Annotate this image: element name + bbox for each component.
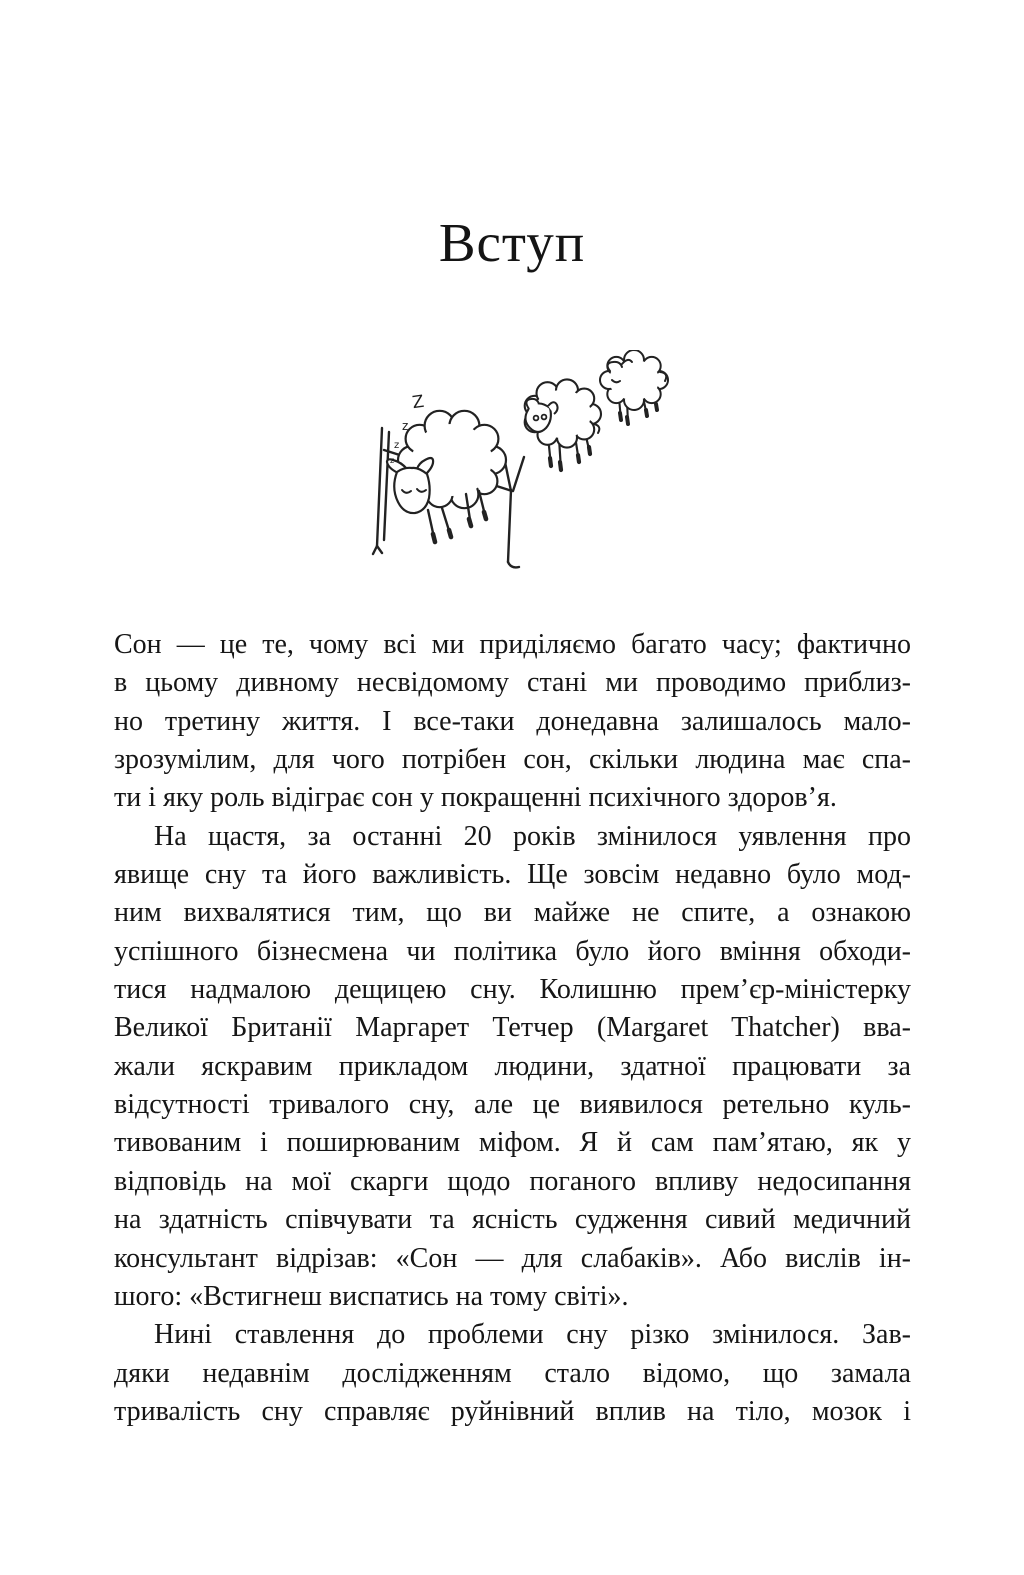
text-line: шого: «Встигнеш виспатись на тому світі». xyxy=(114,1280,629,1312)
sheep-jumping-illustration xyxy=(362,350,702,590)
text-line: На щастя, за останні 20 років змінилося уявлення про xyxy=(154,820,911,852)
text-line: зрозумілим, для чого потрібен сон, скільки людина має спа- xyxy=(114,744,911,776)
middle-sheep xyxy=(525,379,601,470)
small-sheep xyxy=(600,350,668,424)
chapter-title: Вступ xyxy=(438,212,586,273)
text-line: явище сну та його важливість. Ще зовсім недавно було мод- xyxy=(114,859,911,891)
z-glyph: z xyxy=(390,456,395,465)
z-glyph: z xyxy=(394,440,400,451)
paragraph xyxy=(114,818,911,1316)
text-line: ним вихвалятися тим, що ви майже не спите, а ознакою xyxy=(114,897,911,929)
text-line: консультант відрізав: «Сон — для слабаків». Або вислів ін- xyxy=(114,1242,911,1274)
text-line: тривалість сну справляє руйнівний вплив на тіло, мозок і xyxy=(114,1395,911,1427)
text-line: в цьому дивному несвідомому стані ми проводимо приблиз- xyxy=(114,667,911,699)
text-line: відсутності тривалого сну, але це виявилося ретельно куль- xyxy=(114,1089,911,1121)
z-glyph: z xyxy=(402,419,409,433)
text-line: но третину життя. І все-таки донедавна залишалось мало- xyxy=(114,705,911,737)
sheep-jumping-svg xyxy=(362,350,702,590)
text-line: на здатність співчувати та ясність судження сивий медичний xyxy=(114,1204,911,1236)
text-line: дяки недавнім дослідженням стало відомо, що замала xyxy=(114,1357,911,1389)
paragraph xyxy=(114,1316,911,1431)
paragraph xyxy=(114,626,911,818)
text-line: успішного бізнесмена чи політика було його вміння обходи- xyxy=(114,935,911,967)
text-line: відповідь на мої скарги щодо поганого впливу недосипання xyxy=(114,1165,911,1197)
text-line: тивованим і поширюваним міфом. Я й сам пам’ятаю, як у xyxy=(114,1127,911,1159)
text-line: ти і яку роль відіграє сон у покращенні психічного здоров’я. xyxy=(114,782,837,814)
text-line: тися надмалою дещицею сну. Колишню прем’єр-міністерку xyxy=(114,974,911,1006)
text-line: Великої Британії Маргарет Тетчер (Margaret Thatcher) вва- xyxy=(114,1012,911,1044)
text-line: жали яскравим прикладом людини, здатної працювати за xyxy=(114,1050,911,1082)
text-line: Сон — це те, чому всі ми приділяємо багато часу; фактично xyxy=(114,629,911,660)
text-line: Нині ставлення до проблеми сну різко змінилося. Зав- xyxy=(154,1319,911,1351)
z-glyph: Z xyxy=(411,391,426,414)
body-text xyxy=(114,626,911,1431)
